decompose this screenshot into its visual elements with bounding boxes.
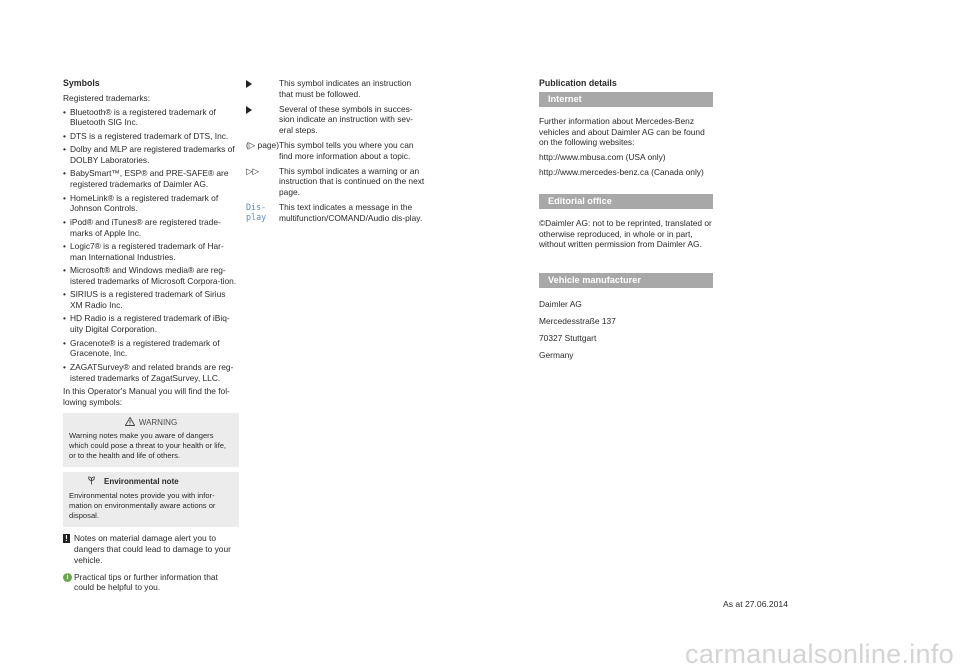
list-item: • HD Radio is a registered trademark of iBiq-uity Digital Corporation. <box>63 313 239 335</box>
list-item: • Dolby and MLP are registered trademarks of DOLBY Laboratories. <box>63 144 239 166</box>
continued-mark: ▷▷ <box>246 165 259 176</box>
trademark-list <box>63 107 239 384</box>
material-damage-note <box>63 533 239 565</box>
list-item: • BabySmart™, ESP® and PRE-SAFE® are registered trademarks of Daimler AG. <box>63 168 239 190</box>
publication-details-column <box>539 78 713 360</box>
internet-section-bar: Internet <box>539 92 713 107</box>
symbol-description: Several of these symbols in succes-sion indicate an instruction with sev-eral steps. <box>279 103 414 136</box>
registered-trademarks-intro: Registered trademarks: <box>63 92 151 103</box>
symbol-row <box>246 104 426 136</box>
material-damage-text: Notes on material damage alert you to dangers that could lead to damage to your vehicle. <box>74 533 231 565</box>
list-item: • Gracenote® is a registered trademark of Gracenote, Inc. <box>63 338 239 360</box>
manufacturer-street: Mercedesstraße 137 <box>539 315 616 326</box>
list-item: • iPod® and iTunes® are registered trade-marks of Apple Inc. <box>63 217 239 239</box>
internet-text: Further information about Mercedes-Benz vehicles and about Daimler AG can be found on the following websites: <box>539 115 705 148</box>
page-reference-mark: (▷ page) <box>246 139 279 150</box>
symbol-row <box>246 140 426 162</box>
url-canada[interactable]: http://www.mercedes-benz.ca (Canada only) <box>539 166 704 177</box>
list-item: • SIRIUS is a registered trademark of Sirius XM Radio Inc. <box>63 289 239 311</box>
manufacturer-city: 70327 Stuttgart <box>539 332 597 343</box>
list-item: • Logic7® is a registered trademark of Har-man International Industries. <box>63 241 239 263</box>
symbols-heading: Symbols <box>63 78 100 88</box>
manufacturer-country: Germany <box>539 349 574 360</box>
exclamation-icon: ! <box>63 534 70 543</box>
symbol-row <box>246 202 426 224</box>
info-note <box>63 572 239 594</box>
url-usa[interactable]: http://www.mbusa.com (USA only) <box>539 152 666 163</box>
environmental-note-title: Environmental note <box>104 477 179 487</box>
symbol-description: This text indicates a message in the multifunction/COMAND/Audio dis-play. <box>279 201 423 223</box>
instruction-arrow-icon <box>246 80 252 88</box>
leaf-icon <box>87 476 96 488</box>
warning-triangle-icon <box>125 417 135 429</box>
edition-date: As at 27.06.2014 <box>723 599 788 609</box>
list-item: • HomeLink® is a registered trademark of Johnson Controls. <box>63 193 239 215</box>
list-item: • Bluetooth® is a registered trademark of Bluetooth SIG Inc. <box>63 107 239 129</box>
environmental-note-box <box>63 472 239 527</box>
warning-text: Warning notes make you aware of dangers which could pose a threat to your health or life, or to the health and life of others. <box>69 430 227 461</box>
symbol-legend-column <box>246 78 426 228</box>
list-item: • ZAGATSurvey® and related brands are reg-istered trademarks of ZagatSurvey, LLC. <box>63 362 239 384</box>
info-note-text: Practical tips or further information that could be helpful to you. <box>74 571 218 593</box>
symbols-column <box>63 78 239 593</box>
editorial-office-bar: Editorial office <box>539 194 713 209</box>
symbol-row <box>246 78 426 100</box>
manufacturer-name: Daimler AG <box>539 299 582 310</box>
list-item: • Microsoft® and Windows media® are reg-istered trademarks of Microsoft Corpora-tion. <box>63 265 239 287</box>
symbol-description: This symbol indicates a warning or an instruction that is continued on the next page. <box>279 165 425 198</box>
warning-title: WARNING <box>138 417 178 427</box>
instruction-arrow-icon <box>246 106 252 114</box>
symbol-description: This symbol tells you where you can find more information about a topic. <box>279 139 414 161</box>
publication-details-heading: Publication details <box>539 78 617 88</box>
info-icon: i <box>63 573 72 582</box>
manual-symbols-intro: In this Operator's Manual you will find the fol-lowing symbols: <box>63 386 230 407</box>
editorial-text: ©Daimler AG: not to be reprinted, translated or otherwise reproduced, in whole or in part, without written permission from Daimler AG. <box>539 217 712 250</box>
vehicle-manufacturer-bar: Vehicle manufacturer <box>539 273 713 288</box>
symbol-row <box>246 166 426 198</box>
display-text-mark: Dis-play <box>246 201 267 223</box>
environmental-note-text: Environmental notes provide you with infor-mation on environmentally aware actions or disposal. <box>69 490 216 521</box>
watermark: carmanualsonline.info <box>685 639 954 669</box>
symbol-description: This symbol indicates an instruction that must be followed. <box>279 78 412 99</box>
warning-box <box>63 413 239 468</box>
list-item: • DTS is a registered trademark of DTS, Inc. <box>63 131 239 142</box>
